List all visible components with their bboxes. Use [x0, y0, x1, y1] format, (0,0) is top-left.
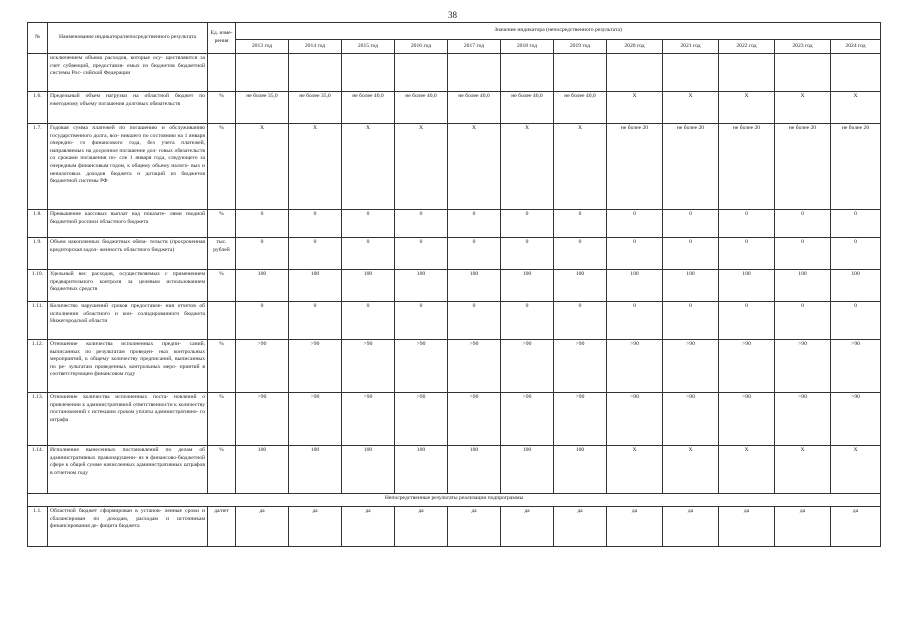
value-cell: 0 [395, 210, 448, 238]
value-cell: 100 [342, 270, 395, 302]
value-cell: >90 [289, 393, 342, 446]
value-cell: 100 [775, 270, 831, 302]
table-row [28, 507, 881, 547]
unit-cell: % [208, 270, 236, 302]
value-cell: 0 [663, 238, 719, 270]
unit-cell: % [208, 393, 236, 446]
section-row [28, 494, 881, 507]
value-cell: не более 40,0 [501, 92, 554, 124]
value-cell [719, 54, 775, 92]
value-cell: 0 [554, 238, 607, 270]
indicator-name: исключением объема расходов, которые осу- ществляются за счет субвенций, предоставля- емых из бюджетов бюджетной системы Рос- сийской Федерации [48, 54, 208, 92]
value-cell: 100 [448, 270, 501, 302]
value-cell: 100 [289, 446, 342, 494]
value-cell: >90 [236, 340, 289, 393]
year-header: 2018 год [501, 40, 554, 54]
value-cell: X [607, 92, 663, 124]
value-cell: 0 [501, 210, 554, 238]
value-cell: не более 20 [775, 124, 831, 210]
value-cell: да [395, 507, 448, 547]
value-cell: >90 [719, 393, 775, 446]
value-cell: 100 [448, 446, 501, 494]
value-cell: 0 [719, 210, 775, 238]
value-cell: >90 [501, 340, 554, 393]
value-cell: X [719, 446, 775, 494]
value-cell: да [719, 507, 775, 547]
value-cell: 0 [554, 302, 607, 340]
value-cell: да [554, 507, 607, 547]
col-num-header: № [28, 23, 48, 54]
value-cell: >90 [831, 340, 881, 393]
value-cell: не более 20 [831, 124, 881, 210]
value-cell: >90 [775, 340, 831, 393]
unit-cell: % [208, 446, 236, 494]
table-row [28, 54, 881, 92]
value-cell: 0 [607, 238, 663, 270]
value-cell: да [501, 507, 554, 547]
section-body [28, 494, 881, 507]
value-cell: 100 [342, 446, 395, 494]
unit-cell: тыс. рублей [208, 238, 236, 270]
value-cell: >90 [554, 393, 607, 446]
value-cell: X [607, 446, 663, 494]
value-cell: X [663, 446, 719, 494]
row-number: 1.6. [28, 92, 48, 124]
value-cell: не более 20 [607, 124, 663, 210]
row-number: 1.14. [28, 446, 48, 494]
value-cell: да [342, 507, 395, 547]
value-cell: да [236, 507, 289, 547]
value-cell: 0 [775, 210, 831, 238]
value-cell: 0 [395, 302, 448, 340]
table-body [28, 54, 881, 494]
value-cell: да [663, 507, 719, 547]
value-cell: X [342, 124, 395, 210]
value-cell: 0 [342, 302, 395, 340]
value-cell: >90 [607, 340, 663, 393]
value-cell: 0 [289, 302, 342, 340]
table-row [28, 210, 881, 238]
value-cell: 100 [236, 446, 289, 494]
value-cell: >90 [775, 393, 831, 446]
col-values-header: Значение индикатора (непосредственного результата) [236, 23, 881, 40]
value-cell [395, 54, 448, 92]
value-cell: 0 [663, 210, 719, 238]
value-cell: 0 [236, 210, 289, 238]
value-cell: >90 [663, 393, 719, 446]
value-cell: 100 [663, 270, 719, 302]
value-cell: 0 [607, 210, 663, 238]
value-cell: >90 [607, 393, 663, 446]
indicator-name: Областной бюджет сформирован в установ- ленные сроки и сбалансирован по доходам, расходам и источникам финансирования де- фицита бюджета [48, 507, 208, 547]
row-number [28, 54, 48, 92]
value-cell: 0 [289, 210, 342, 238]
value-cell: 0 [831, 238, 881, 270]
table-row [28, 302, 881, 340]
value-cell: X [448, 124, 501, 210]
value-cell: да [607, 507, 663, 547]
value-cell: >90 [554, 340, 607, 393]
value-cell: не более 35,0 [236, 92, 289, 124]
value-cell: X [831, 92, 881, 124]
value-cell: X [663, 92, 719, 124]
value-cell: 100 [501, 270, 554, 302]
unit-cell: % [208, 92, 236, 124]
value-cell: не более 40,0 [448, 92, 501, 124]
value-cell: 0 [342, 238, 395, 270]
value-cell: 100 [395, 446, 448, 494]
table-row [28, 238, 881, 270]
value-cell [448, 54, 501, 92]
year-header: 2015 год [342, 40, 395, 54]
value-cell: 0 [448, 238, 501, 270]
table-row [28, 446, 881, 494]
value-cell: >90 [831, 393, 881, 446]
row-number: 1.1. [28, 507, 48, 547]
value-cell [663, 54, 719, 92]
value-cell: 0 [775, 238, 831, 270]
value-cell: 100 [395, 270, 448, 302]
year-header: 2016 год [395, 40, 448, 54]
value-cell: 100 [289, 270, 342, 302]
value-cell [554, 54, 607, 92]
value-cell: да [775, 507, 831, 547]
value-cell: да [831, 507, 881, 547]
unit-cell [208, 302, 236, 340]
value-cell: X [289, 124, 342, 210]
indicator-name: Отношение количества исполненных поста- новлений о привлечении к административной ответственности к количеству постановлений с истекшим сроком уплаты административно- го штрафа [48, 393, 208, 446]
year-header: 2021 год [663, 40, 719, 54]
value-cell: да [289, 507, 342, 547]
value-cell: 0 [719, 302, 775, 340]
col-unit-header: Ед. изме- рения [208, 23, 236, 54]
value-cell: 0 [236, 238, 289, 270]
table-row [28, 92, 881, 124]
row-number: 1.10. [28, 270, 48, 302]
value-cell: не более 40,0 [554, 92, 607, 124]
row-number: 1.8. [28, 210, 48, 238]
value-cell: да [448, 507, 501, 547]
value-cell: >90 [448, 340, 501, 393]
value-cell: 0 [395, 238, 448, 270]
value-cell: >90 [289, 340, 342, 393]
indicator-name: Количество нарушений сроков предоставле- ния отчетов об исполнении областного и кон- солидированного бюджета Нижегородской области [48, 302, 208, 340]
value-cell [501, 54, 554, 92]
year-header: 2017 год [448, 40, 501, 54]
value-cell: X [236, 124, 289, 210]
value-cell [775, 54, 831, 92]
value-cell: X [501, 124, 554, 210]
value-cell: 100 [236, 270, 289, 302]
value-cell: 0 [448, 210, 501, 238]
value-cell: >90 [501, 393, 554, 446]
indicator-name: Исполнение вынесенных постановлений по делам об административных правонарушени- ях в финансово-бюджетной сфере к общей сумме начисленных административных штрафов в отчетном году [48, 446, 208, 494]
row-number: 1.9. [28, 238, 48, 270]
value-cell [289, 54, 342, 92]
table-row [28, 124, 881, 210]
year-header: 2014 год [289, 40, 342, 54]
unit-cell: % [208, 340, 236, 393]
indicator-name: Превышение кассовых выплат над показате- лями сводной бюджетной росписи областного бюджета [48, 210, 208, 238]
indicator-name: Отношение количества исполненных предпи- саний, выписанных по результатам проведен- ных контрольных мероприятий, к общему количеству предписаний, выписанных по ре- зультатам проведенных контрольных меро- приятий в соответствующем финансовом году [48, 340, 208, 393]
value-cell: >90 [342, 340, 395, 393]
value-cell: 100 [607, 270, 663, 302]
row-number: 1.12. [28, 340, 48, 393]
value-cell: 100 [719, 270, 775, 302]
value-cell: 0 [342, 210, 395, 238]
row-number: 1.11. [28, 302, 48, 340]
value-cell: 100 [554, 270, 607, 302]
table-row [28, 393, 881, 446]
value-cell: 0 [236, 302, 289, 340]
value-cell [607, 54, 663, 92]
value-cell: X [831, 446, 881, 494]
value-cell: >90 [663, 340, 719, 393]
year-header: 2019 год [554, 40, 607, 54]
value-cell: 100 [554, 446, 607, 494]
year-header: 2022 год [719, 40, 775, 54]
value-cell: >90 [342, 393, 395, 446]
unit-cell: % [208, 124, 236, 210]
value-cell: >90 [395, 340, 448, 393]
value-cell [342, 54, 395, 92]
value-cell: не более 35,0 [289, 92, 342, 124]
value-cell: 0 [554, 210, 607, 238]
value-cell: >90 [236, 393, 289, 446]
value-cell: не более 20 [663, 124, 719, 210]
year-header: 2013 год [236, 40, 289, 54]
value-cell: 0 [775, 302, 831, 340]
page-number: 38 [448, 10, 457, 20]
section-title: Непосредственные результаты реализации подпрограммы [28, 494, 881, 507]
header-row [28, 23, 881, 40]
value-cell: не более 40,0 [395, 92, 448, 124]
row-number: 1.13. [28, 393, 48, 446]
indicator-name: Предельный объем нагрузки на областной бюджет по ежегодному объему погашения долговых обязательств [48, 92, 208, 124]
value-cell: 100 [831, 270, 881, 302]
value-cell [236, 54, 289, 92]
indicators-table [27, 22, 881, 547]
results-body [28, 507, 881, 547]
value-cell: не более 40,0 [342, 92, 395, 124]
value-cell: 0 [289, 238, 342, 270]
unit-cell [208, 54, 236, 92]
value-cell: 0 [663, 302, 719, 340]
value-cell: 0 [501, 302, 554, 340]
value-cell: X [775, 92, 831, 124]
indicator-name: Удельный вес расходов, осуществляемых с применением предварительного контроля за целевым использованием бюджетных средств [48, 270, 208, 302]
year-header: 2024 год [831, 40, 881, 54]
value-cell: 0 [719, 238, 775, 270]
indicator-name: Объем накопленных бюджетных обяза- тельств (просроченная кредиторская задол- женность областного бюджета) [48, 238, 208, 270]
unit-cell: % [208, 210, 236, 238]
value-cell: X [395, 124, 448, 210]
value-cell: 0 [448, 302, 501, 340]
year-header: 2020 год [607, 40, 663, 54]
value-cell: >90 [719, 340, 775, 393]
indicator-name: Годовая сумма платежей по погашению и обслуживанию государственного долга, воз- никшего по состоянию на 1 января очередно- го финансового года, без учета платежей, направляемых на досрочное погашение дол- говых обязательств со сроками погашения по- сле 1 января года, следующего за очередным финансовым годом, к общему объему налого- вых и неналоговых доходов бюджета и дотаций из бюджетов бюджетной системы РФ [48, 124, 208, 210]
value-cell: 100 [501, 446, 554, 494]
year-header: 2023 год [775, 40, 831, 54]
value-cell: >90 [395, 393, 448, 446]
value-cell [831, 54, 881, 92]
col-name-header: Наименование индикатора/непосредственного результата [48, 23, 208, 54]
value-cell: 0 [501, 238, 554, 270]
value-cell: >90 [448, 393, 501, 446]
unit-cell: да/нет [208, 507, 236, 547]
value-cell: 0 [607, 302, 663, 340]
value-cell: 0 [831, 302, 881, 340]
value-cell: не более 20 [719, 124, 775, 210]
table-row [28, 340, 881, 393]
row-number: 1.7. [28, 124, 48, 210]
table-row [28, 270, 881, 302]
value-cell: X [719, 92, 775, 124]
value-cell: X [554, 124, 607, 210]
value-cell: X [775, 446, 831, 494]
value-cell: 0 [831, 210, 881, 238]
